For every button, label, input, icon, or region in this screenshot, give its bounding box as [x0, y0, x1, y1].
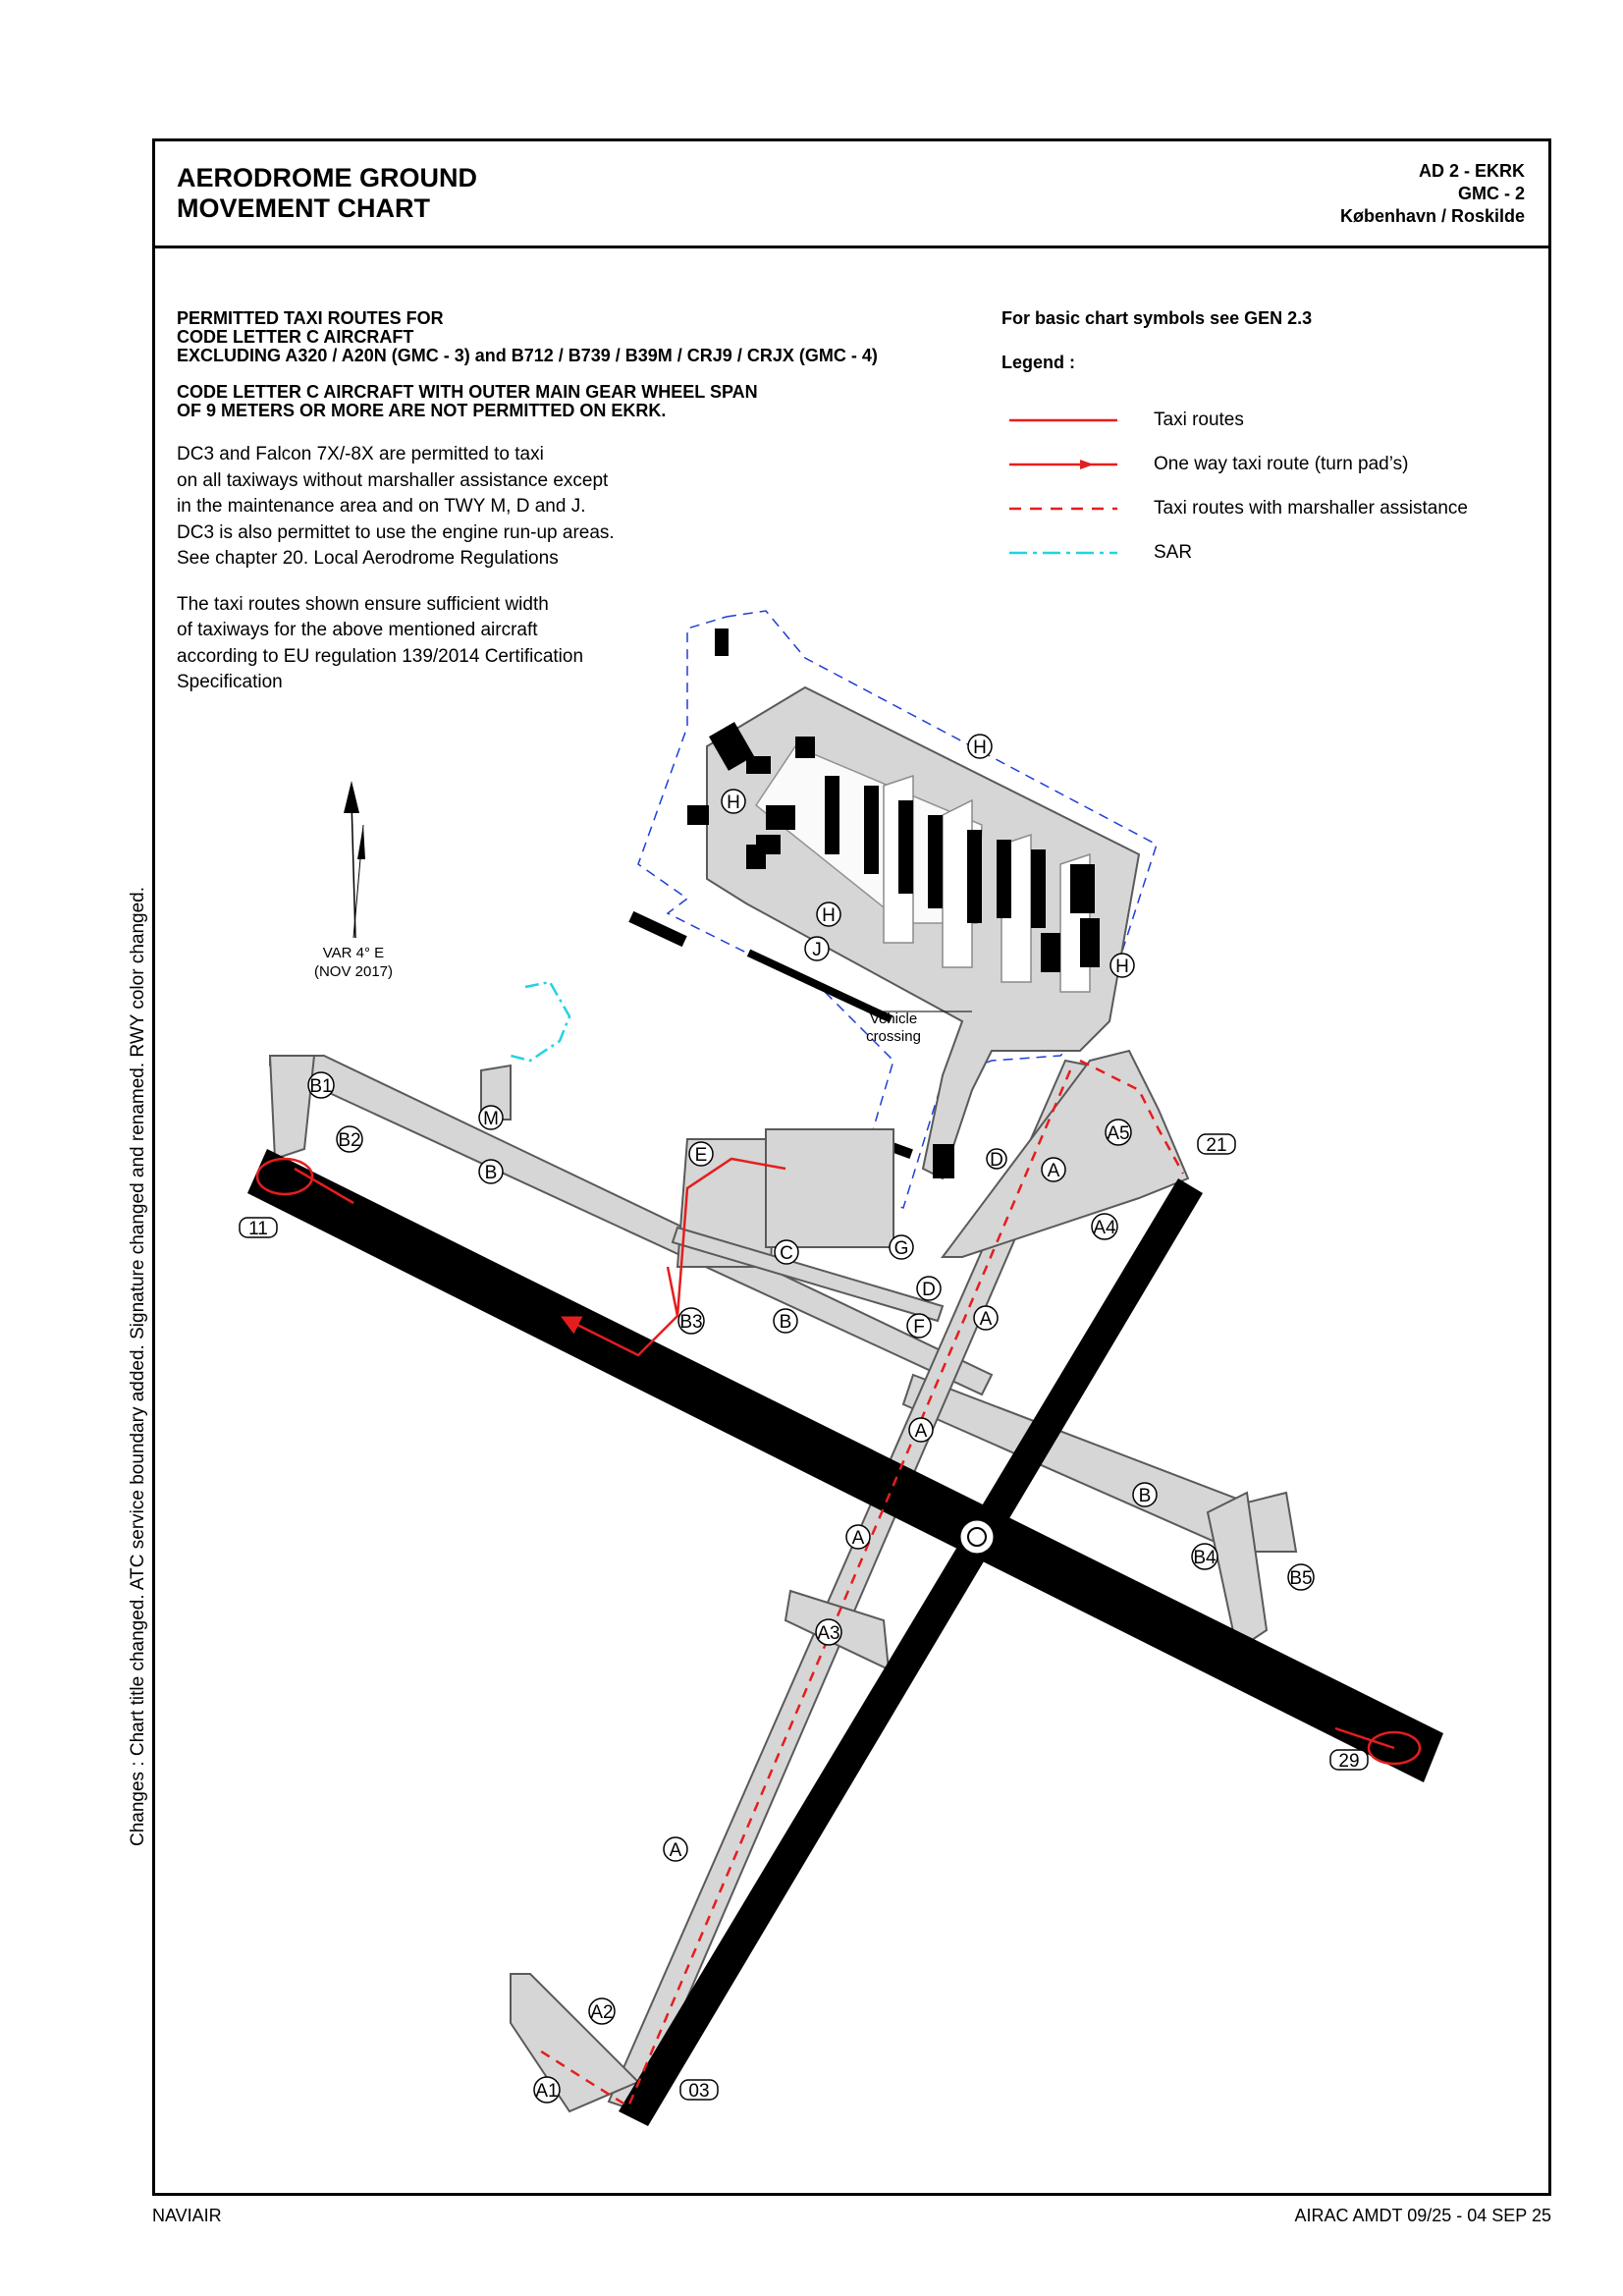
- taxiway-label: B3: [679, 1312, 703, 1333]
- legend-title: Legend :: [1001, 353, 1075, 372]
- taxiway-label: A2: [590, 2002, 614, 2023]
- taxiway-labels: [308, 735, 1314, 2103]
- runway-end-label: 21: [1206, 1135, 1227, 1156]
- para2-line: Specification: [177, 672, 283, 692]
- taxiway-label: M: [483, 1109, 499, 1129]
- notes-heading-2: CODE LETTER C AIRCRAFT: [177, 327, 414, 347]
- taxiway-label: H: [727, 793, 740, 813]
- taxiway-label: A: [1047, 1161, 1060, 1181]
- taxiway-label: B: [484, 1163, 498, 1183]
- taxiway-label: H: [822, 905, 836, 926]
- taxiway-label: J: [812, 940, 822, 960]
- para2-line: of taxiways for the above mentioned aircraft: [177, 620, 538, 640]
- sar-route: [511, 982, 569, 1061]
- changes-note: Changes : Chart title changed. ATC service boundary added. Signature changed and renamed. RWY color changed.: [128, 887, 148, 1846]
- taxiway-label: A: [914, 1421, 928, 1442]
- vehicle-crossing-label: crossing: [866, 1028, 921, 1045]
- legend-label: Taxi routes with marshaller assistance: [1154, 497, 1468, 519]
- taxiway-label: B: [1138, 1486, 1152, 1506]
- para2-line: The taxi routes shown ensure sufficient width: [177, 593, 549, 615]
- variation-label: VAR 4° E: [322, 945, 385, 961]
- taxiway-label: G: [893, 1238, 909, 1259]
- legend-label: Taxi routes: [1154, 409, 1244, 430]
- para1-line: on all taxiways without marshaller assistance except: [177, 469, 609, 491]
- para1-line: DC3 and Falcon 7X/-8X are permitted to taxi: [177, 444, 544, 465]
- footer-amendment: AIRAC AMDT 09/25 - 04 SEP 25: [1294, 2206, 1551, 2225]
- title-line-2: MOVEMENT CHART: [177, 193, 430, 223]
- legend-label: One way taxi route (turn pad’s): [1154, 453, 1409, 474]
- taxiway-label: E: [694, 1145, 708, 1166]
- footer-publisher: NAVIAIR: [152, 2206, 222, 2225]
- taxiway-label: B2: [338, 1130, 361, 1151]
- taxiway-label: A5: [1107, 1123, 1130, 1144]
- apron: [766, 1129, 893, 1247]
- para1-line: in the maintenance area and on TWY M, D and J.: [177, 496, 586, 517]
- legend-label: SAR: [1154, 541, 1193, 563]
- taxiway-label: F: [913, 1317, 925, 1338]
- taxiway-label: A: [669, 1840, 682, 1861]
- runway-end-label: 11: [248, 1219, 268, 1239]
- taxiway-label: A: [851, 1528, 865, 1549]
- notes-heading-3: EXCLUDING A320 / A20N (GMC - 3) and B712 / B739 / B39M / CRJ9 / CRJX (GMC - 4): [177, 346, 878, 365]
- taxiway-label: B4: [1193, 1548, 1217, 1568]
- notes-heading-1: PERMITTED TAXI ROUTES FOR: [177, 308, 444, 328]
- doc-id: AD 2 - EKRK: [1418, 161, 1525, 181]
- vehicle-crossing-label: Vehicle: [869, 1011, 918, 1027]
- taxiway-label: A4: [1093, 1218, 1116, 1238]
- taxiway-label: A1: [535, 2081, 559, 2102]
- taxiway-label: A: [979, 1309, 993, 1330]
- taxiway-label: H: [1115, 957, 1129, 977]
- taxiway-label: D: [922, 1280, 936, 1300]
- taxiway-label: A3: [817, 1623, 840, 1644]
- chart-id: GMC - 2: [1457, 184, 1525, 203]
- restriction-line-2: OF 9 METERS OR MORE ARE NOT PERMITTED ON EKRK.: [177, 401, 667, 420]
- taxiway-label: B1: [309, 1076, 333, 1097]
- taxiway-label: B: [779, 1312, 792, 1333]
- restriction-line-1: CODE LETTER C AIRCRAFT WITH OUTER MAIN GEAR WHEEL SPAN: [177, 382, 758, 402]
- para2-line: according to EU regulation 139/2014 Certification: [177, 645, 584, 667]
- taxiway-label: C: [780, 1243, 793, 1264]
- taxiway-label: H: [973, 738, 987, 758]
- taxiway-label: D: [990, 1150, 1003, 1171]
- taxiway-label: B5: [1289, 1568, 1313, 1589]
- location: København / Roskilde: [1339, 206, 1525, 226]
- variation-date: (NOV 2017): [313, 963, 394, 980]
- north-arrow-icon: [344, 781, 365, 938]
- para1-line: DC3 is also permittet to use the engine run-up areas.: [177, 521, 615, 543]
- legend-reference: For basic chart symbols see GEN 2.3: [1001, 308, 1313, 328]
- runway-end-label: 29: [1338, 1751, 1360, 1772]
- para1-line: See chapter 20. Local Aerodrome Regulations: [177, 548, 559, 569]
- title-line-1: AERODROME GROUND: [177, 163, 478, 192]
- runway-end-label: 03: [688, 2081, 710, 2102]
